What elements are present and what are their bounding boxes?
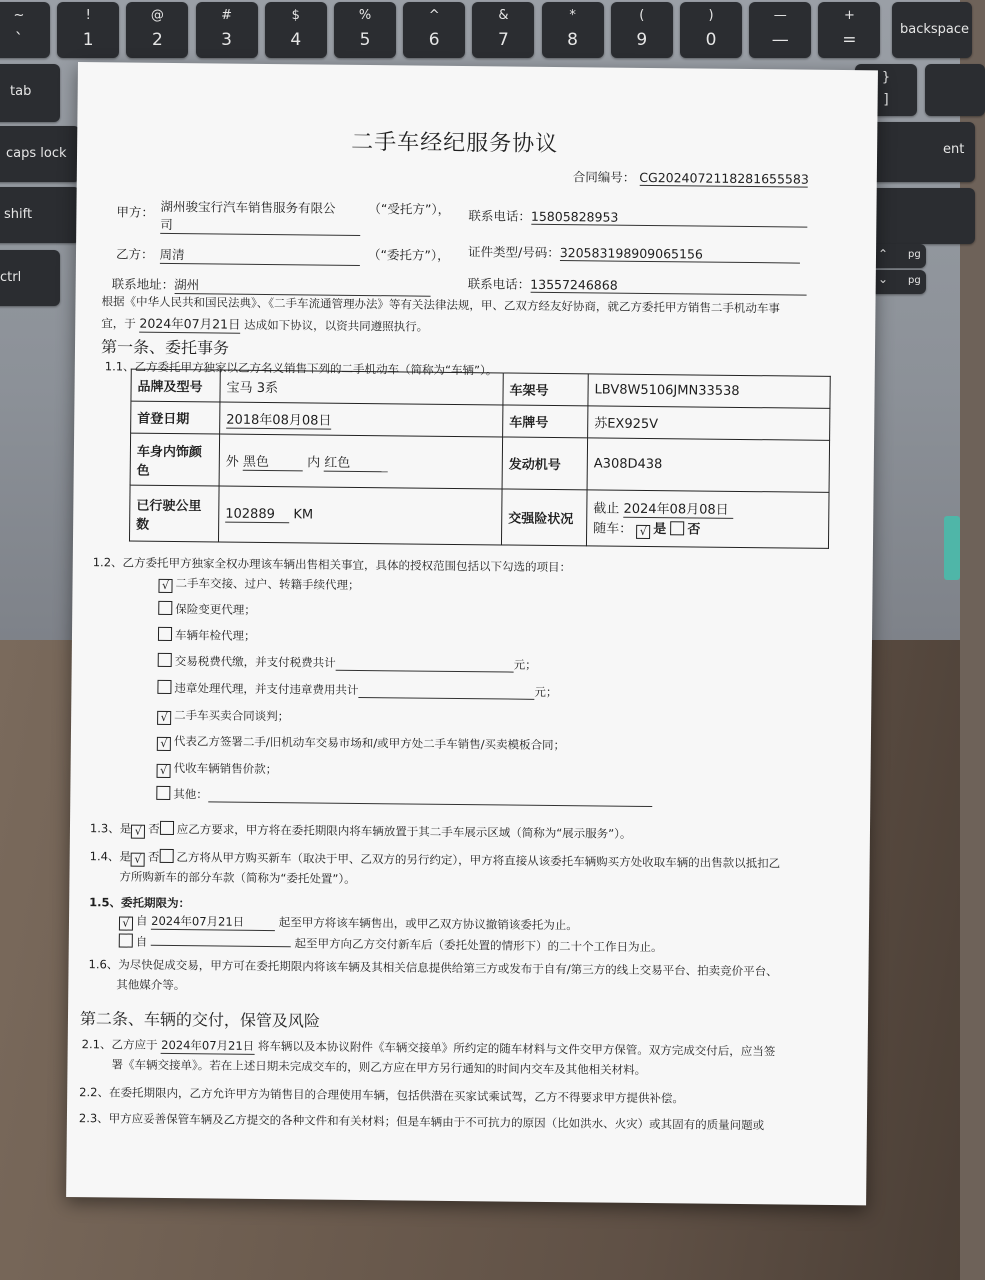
c13-yes-checkbox[interactable]: √ <box>131 825 145 839</box>
clause-2-1-cont: 署《车辆交接单》。若在上述日期未完成交车的，则乙方应在甲方另行通知的时间内交车及其他相关材料。 <box>111 1057 647 1078</box>
plate-value: 苏EX925V <box>588 406 830 441</box>
option-checkbox-6[interactable]: √ <box>157 737 171 751</box>
option-checkbox-3[interactable] <box>158 653 172 667</box>
key-bracket[interactable]: } ] <box>855 64 917 116</box>
clause-2-3: 2.3、甲方应妥善保管车辆及乙方提交的各种文件和有关材料；但是车辆由于不可抗力的原因（比如洪水、火灾）或其固有的质量问题或 <box>78 1111 765 1133</box>
option-checkbox-5[interactable]: √ <box>157 711 171 725</box>
clause-1-2: 1.2、乙方委托甲方独家全权办理该车辆出售相关事宜，具体的授权范围包括以下勾选的项目： <box>92 555 572 575</box>
party-a-name: 湖州骏宝行汽车销售服务有限公 司 <box>160 197 360 236</box>
key-enter[interactable]: ent <box>855 122 975 182</box>
party-b-phone: 13557246868 <box>530 277 806 296</box>
reg-date-cell <box>220 402 503 437</box>
option-checkbox-8[interactable] <box>156 786 170 800</box>
c14-no-checkbox[interactable] <box>159 849 173 863</box>
teal-object <box>944 516 960 580</box>
clause-1-3: 1.3、是 √ 否 应乙方要求，甲方将在委托期限内将车辆放置于其二手车展示区域（简称为“展示服务”）。 <box>89 821 632 841</box>
party-b-id: 320583198909065156 <box>560 245 800 264</box>
clause-1-1: 1.1、乙方委托甲方独家以乙方名义销售下列的二手机动车（简称为“车辆”）。 <box>104 359 498 378</box>
party-b-row: 乙方： 周清 <box>116 244 360 266</box>
option-blank-4 <box>358 685 534 700</box>
contract-number-row: 合同编号： CG2024072118281655583 <box>572 169 809 187</box>
key-ctrl[interactable]: ctrl <box>0 250 60 306</box>
clause-2-2: 2.2、在委托期限内，乙方允许甲方为销售目的合理使用车辆，包括供潜在买家试乘试驾，乙方不得要求甲方提供补偿。 <box>79 1085 685 1106</box>
option-checkbox-0[interactable]: √ <box>158 579 172 593</box>
insurance-cell: 截止 2024年08月08日 随车： √ 是 否 <box>586 490 829 549</box>
key-number-5[interactable]: % 5 <box>334 2 396 58</box>
plate-label: 车牌号 <box>503 405 588 438</box>
key-number-4[interactable]: $ 4 <box>265 2 327 58</box>
option-item-4: 违章处理代理，并支付违章费用共计 元； <box>157 680 557 700</box>
option-other-blank <box>208 789 652 807</box>
clause-1-4: 1.4、是 √ 否 乙方将从甲方购买新车（取决于甲、乙双方的另行约定），甲方将直接从该委托车辆购买方处收取车辆的出售款以抵扣乙 <box>89 849 781 871</box>
party-b-phone-row: 联系电话：13557246868 <box>468 274 807 296</box>
party-b-name: 周清 <box>159 245 359 266</box>
option-checkbox-2[interactable] <box>158 627 172 641</box>
clause-1-6-cont: 其他媒介等。 <box>116 977 186 993</box>
article-1-title: 第一条、委托事务 <box>100 337 230 358</box>
article-2-title: 第二条、车辆的交付，保管及风险 <box>79 1009 321 1031</box>
key-number-12[interactable]: + = <box>818 2 880 58</box>
option-checkbox-1[interactable] <box>158 601 172 615</box>
term-blank <box>151 933 291 947</box>
party-b-role: （“委托方”）， <box>367 247 450 263</box>
option-item-6: √ 代表乙方签署二手/旧机动车交易市场和/或甲方处二手车销售/买卖模板合同； <box>157 733 565 755</box>
option-item-3: 交易税费代缴，并支付税费共计 元； <box>158 653 537 673</box>
brand-label: 品牌及型号 <box>131 369 220 402</box>
party-a-phone: 15805828953 <box>531 209 807 228</box>
color-label: 车身内饰颜色 <box>130 433 220 486</box>
clause-2-1: 2.1、乙方应于 2024年07月21日 将车辆以及本协议附件《车辆交接单》所约定的随车材料与文件交甲方保管。双方完成交付后，应当签 <box>81 1037 776 1059</box>
term-start-date: 2024年07月21日 <box>151 913 275 931</box>
key-number-3[interactable]: # 3 <box>196 2 258 58</box>
party-a-role: （“受托方”）， <box>368 201 451 217</box>
inner-color: 红色 <box>324 451 388 472</box>
option-item-0: √ 二手车交接、过户、转籍手续代理； <box>158 575 359 595</box>
key-shift[interactable]: shift <box>0 187 80 243</box>
key-number-11[interactable]: — — <box>749 2 811 58</box>
insurance-no-checkbox[interactable] <box>670 521 684 535</box>
insurance-label: 交强险状况 <box>501 489 587 546</box>
option-item-7: √ 代收车辆销售价款； <box>157 760 278 779</box>
key-page-down[interactable]: ⌄ pg <box>870 270 926 294</box>
address-row: 联系地址：湖州 <box>112 274 431 296</box>
key-number-8[interactable]: * 8 <box>542 2 604 58</box>
key-caps-lock[interactable]: caps lock <box>0 126 80 182</box>
vin-value: LBV8W5106JMN33538 <box>588 374 830 409</box>
option-item-5: √ 二手车买卖合同谈判； <box>157 707 289 726</box>
contract-number: CG2024072118281655583 <box>639 169 809 187</box>
key-number-9[interactable]: ( 9 <box>611 2 673 58</box>
term-option-2-checkbox[interactable] <box>119 933 133 947</box>
key-tab[interactable]: tab <box>0 64 60 122</box>
mileage-cell: 102889 KM <box>218 486 502 545</box>
vin-label: 车架号 <box>503 373 588 406</box>
key-number-6[interactable]: ^ 6 <box>403 2 465 58</box>
key-number-1[interactable]: ! 1 <box>57 2 119 58</box>
clause-1-4-cont: 方所购新车的部分车款（简称为“委托处置”）。 <box>119 869 356 886</box>
clause-1-6: 1.6、为尽快促成交易，甲方可在委托期限内将该车辆及其相关信息提供给第三方或发布于自有/第三方的线上交易平台、拍卖竞价平台、 <box>88 957 778 979</box>
key-number-2[interactable]: @ 2 <box>126 2 188 58</box>
vehicle-table <box>129 369 831 549</box>
key-number-7[interactable]: & 7 <box>472 2 534 58</box>
key-backslash[interactable] <box>925 64 985 116</box>
preamble-line-2: 宜，于 2024年07月21日 达成如下协议，以资共同遵照执行。 <box>101 315 429 334</box>
contract-paper <box>66 62 878 1205</box>
mileage-value: 102889 <box>225 506 289 523</box>
insurance-yes-checkbox[interactable]: √ <box>636 525 650 539</box>
clause-1-5-option-2: 自 起至甲方向乙方交付新车后（委托处置的情形下）的二十个工作日为止。 <box>119 932 663 955</box>
party-b-id-row: 证件类型/号码：320583198909065156 <box>468 242 800 263</box>
preamble-date: 2024年07月21日 <box>139 315 241 332</box>
outer-color: 黑色 <box>243 450 303 471</box>
reg-date-value: 2018年08月08日 <box>226 408 331 429</box>
key-number-0[interactable]: ~ ` <box>0 2 50 58</box>
insurance-until: 2024年08月08日 <box>623 498 733 519</box>
reg-date-label: 首登日期 <box>131 401 220 434</box>
doc-title: 二手车经纪服务协议 <box>351 129 559 158</box>
c14-yes-checkbox[interactable]: √ <box>131 853 145 867</box>
option-item-8: 其他： <box>156 786 652 807</box>
mileage-label: 已行驶公里数 <box>129 485 219 542</box>
option-blank-3 <box>336 658 514 673</box>
engine-label: 发动机号 <box>502 437 588 490</box>
option-item-1: 保险变更代理； <box>158 601 256 618</box>
term-option-1-checkbox[interactable]: √ <box>119 916 133 930</box>
key-page-up[interactable]: ⌃ pg <box>870 244 926 268</box>
clause-1-5: 1.5、委托期限为： <box>89 895 191 911</box>
brand-value: 宝马 3系 <box>220 370 503 405</box>
option-checkbox-4[interactable] <box>157 680 171 694</box>
party-a-label: 甲方： <box>116 204 155 220</box>
delivery-date: 2024年07月21日 <box>161 1037 255 1053</box>
color-cell: 外 黑色 内 红色 <box>219 434 503 489</box>
option-item-2: 车辆年检代理； <box>158 627 256 644</box>
option-checkbox-7[interactable]: √ <box>157 764 171 778</box>
party-a-phone-row: 联系电话：15805828953 <box>468 206 807 228</box>
preamble-line-1: 根据《中华人民共和国民法典》、《二手车流通管理办法》等有关法律法规，甲、乙双方经友好协商，就乙方委托甲方销售二手机动车事 <box>101 294 781 316</box>
party-b-address: 湖州 <box>174 275 430 297</box>
key-backspace[interactable]: backspace <box>892 2 972 58</box>
clause-1-5-option-1: √ 自 2024年07月21日 起至甲方将该车辆售出，或甲乙双方协议撤销该委托为止。 <box>119 912 578 935</box>
key-number-10[interactable]: ) 0 <box>680 2 742 58</box>
c13-no-checkbox[interactable] <box>160 821 174 835</box>
engine-value: A308D438 <box>587 438 830 493</box>
